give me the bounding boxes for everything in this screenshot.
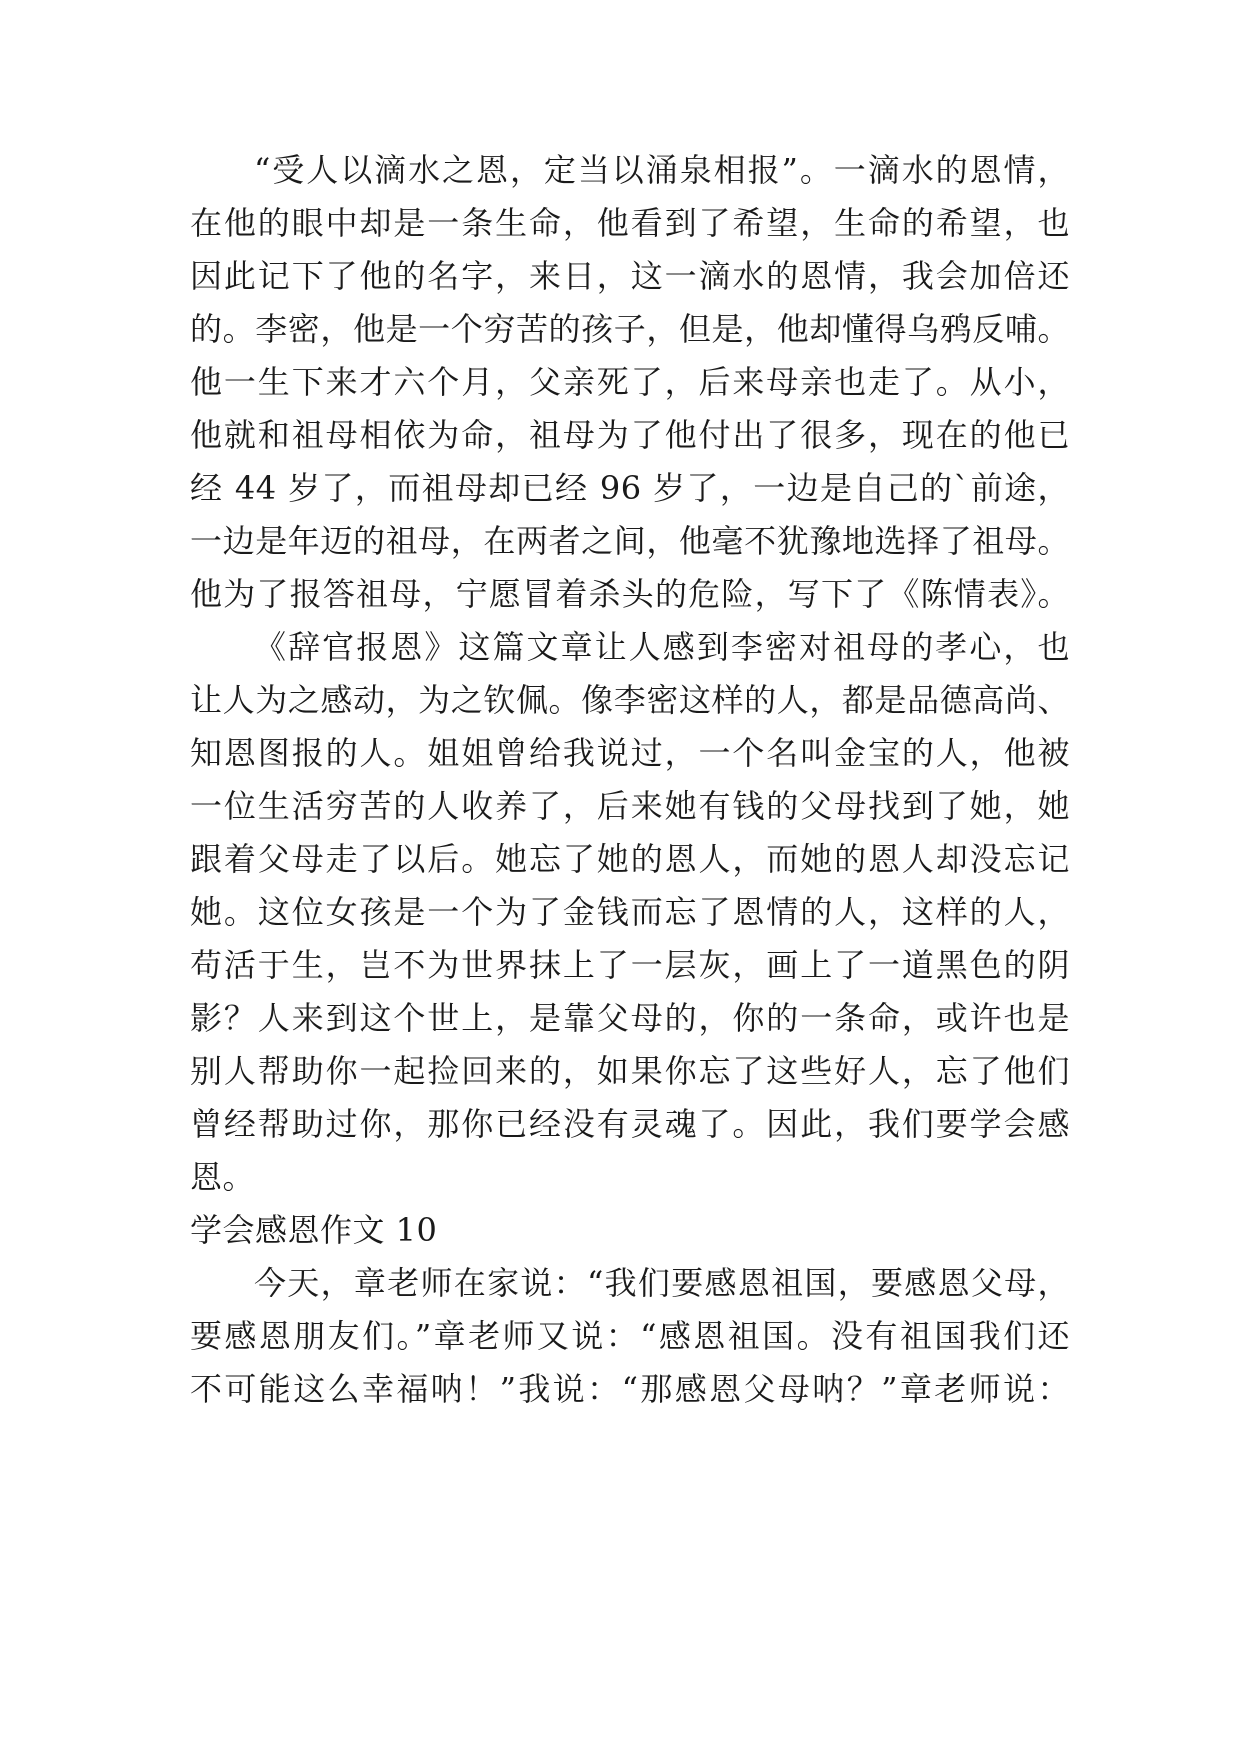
section-heading: 学会感恩作文 10	[190, 1211, 438, 1249]
paragraph-line: 让人为之感动，为之钦佩。像李密这样的人，都是品德高尚、	[190, 681, 1070, 719]
paragraph-line: 他为了报答祖母，宁愿冒着杀头的危险，写下了《陈情表》。	[190, 575, 1070, 613]
paragraph-line: 跟着父母走了以后。她忘了她的恩人，而她的恩人却没忘记	[190, 840, 1070, 878]
paragraph-line: 她。这位女孩是一个为了金钱而忘了恩情的人，这样的人，	[190, 893, 1070, 931]
paragraph-line: 一位生活穷苦的人收养了，后来她有钱的父母找到了她，她	[190, 787, 1070, 825]
paragraph-line: 恩。	[190, 1158, 256, 1196]
paragraph-line: “受人以滴水之恩，定当以涌泉相报”。一滴水的恩情，	[254, 151, 1070, 189]
paragraph-line: 别人帮助你一起捡回来的，如果你忘了这些好人，忘了他们	[190, 1052, 1070, 1090]
paragraph-line: 知恩图报的人。姐姐曾给我说过，一个名叫金宝的人，他被	[190, 734, 1070, 772]
paragraph-line: 的。李密，他是一个穷苦的孩子，但是，他却懂得乌鸦反哺。	[190, 310, 1070, 348]
paragraph-line: 要感恩朋友们。”章老师又说：“感恩祖国。没有祖国我们还	[190, 1317, 1070, 1355]
paragraph-line: 今天，章老师在家说：“我们要感恩祖国，要感恩父母，	[254, 1264, 1070, 1302]
paragraph-line: 《辞官报恩》这篇文章让人感到李密对祖母的孝心，也	[254, 628, 1070, 666]
paragraph-line: 一边是年迈的祖母，在两者之间，他毫不犹豫地选择了祖母。	[190, 522, 1070, 560]
paragraph-line: 在他的眼中却是一条生命，他看到了希望，生命的希望，也	[190, 204, 1070, 242]
paragraph-line: 他一生下来才六个月，父亲死了，后来母亲也走了。从小，	[190, 363, 1070, 401]
paragraph-line: 不可能这么幸福呐！”我说：“那感恩父母呐？”章老师说：	[190, 1370, 1070, 1408]
paragraph-line: 影？人来到这个世上，是靠父母的，你的一条命，或许也是	[190, 999, 1070, 1037]
paragraph-line: 经 44 岁了，而祖母却已经 96 岁了，一边是自己的`前途，	[190, 469, 1070, 507]
paragraph-line: 因此记下了他的名字，来日，这一滴水的恩情，我会加倍还	[190, 257, 1070, 295]
paragraph-line: 他就和祖母相依为命，祖母为了他付出了很多，现在的他已	[190, 416, 1070, 454]
paragraph-line: 曾经帮助过你，那你已经没有灵魂了。因此，我们要学会感	[190, 1105, 1070, 1143]
paragraph-line: 苟活于生，岂不为世界抹上了一层灰，画上了一道黑色的阴	[190, 946, 1070, 984]
